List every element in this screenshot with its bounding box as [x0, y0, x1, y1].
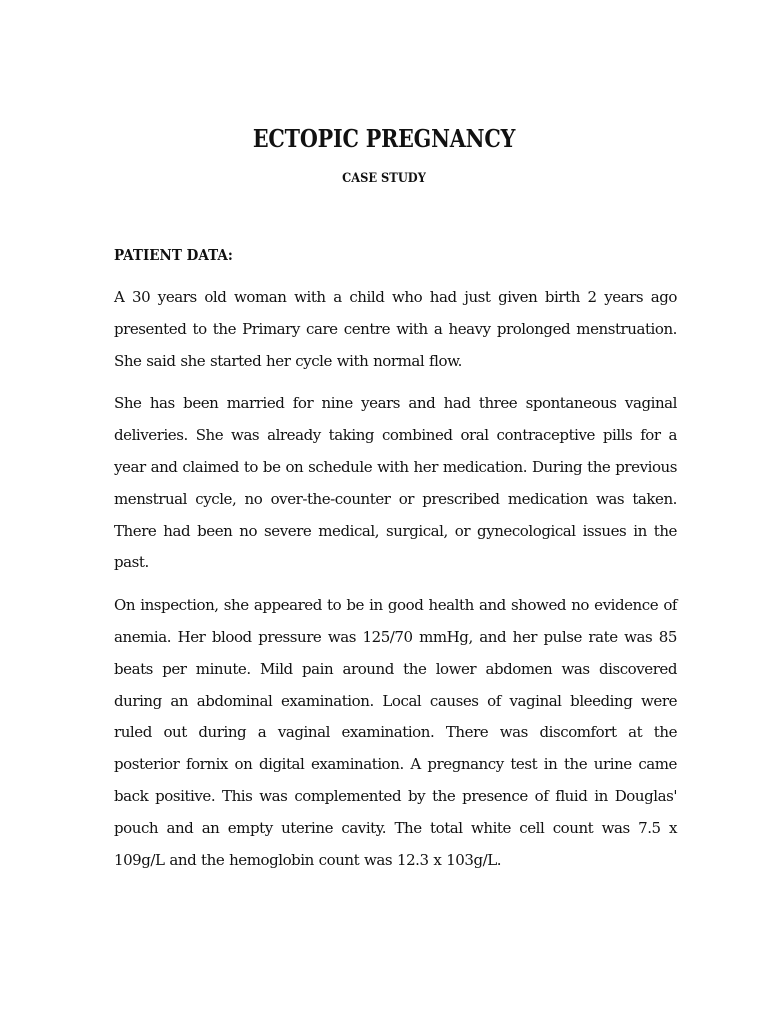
document-subtitle: CASE STUDY — [342, 171, 426, 186]
paragraph-presentation: A 30 years old woman with a child who had just given birth 2 years ago presented to the Primary care centre with a heavy prolonged menstruation. She said she started her cycle with normal flow. — [114, 288, 677, 370]
paragraph-history: She has been married for nine years and had three spontaneous vaginal deliveries. She was already taking combined oral contraceptive pills for a year and claimed to be on schedule with her medication. During the previous menstrual cycle, no over-the-counter or prescribed medication was taken. There had been no severe medical, surgical, or gynecological issues in the past. — [114, 394, 677, 572]
paragraph-examination: On inspection, she appeared to be in good health and showed no evidence of anemia. Her blood pressure was 125/70 mmHg, and her pulse rate was 85 beats per minute. Mild pain around the lower abdomen was discovered during an abdominal examination. Local causes of vaginal bleeding were ruled out during a vaginal examination. There was discomfort at the posterior fornix on digital examination. A pregnancy test in the urine came back positive. This was complemented by the presence of fluid in Douglas' pouch and an empty uterine cavity. The total white cell count was 7.5 x 109g/L and the hemoglobin count was 12.3 x 103g/L. — [114, 596, 677, 869]
document-title: ECTOPIC PREGNANCY — [252, 124, 516, 153]
section-heading-patient-data: PATIENT DATA: — [114, 246, 233, 264]
document-body — [114, 282, 677, 887]
